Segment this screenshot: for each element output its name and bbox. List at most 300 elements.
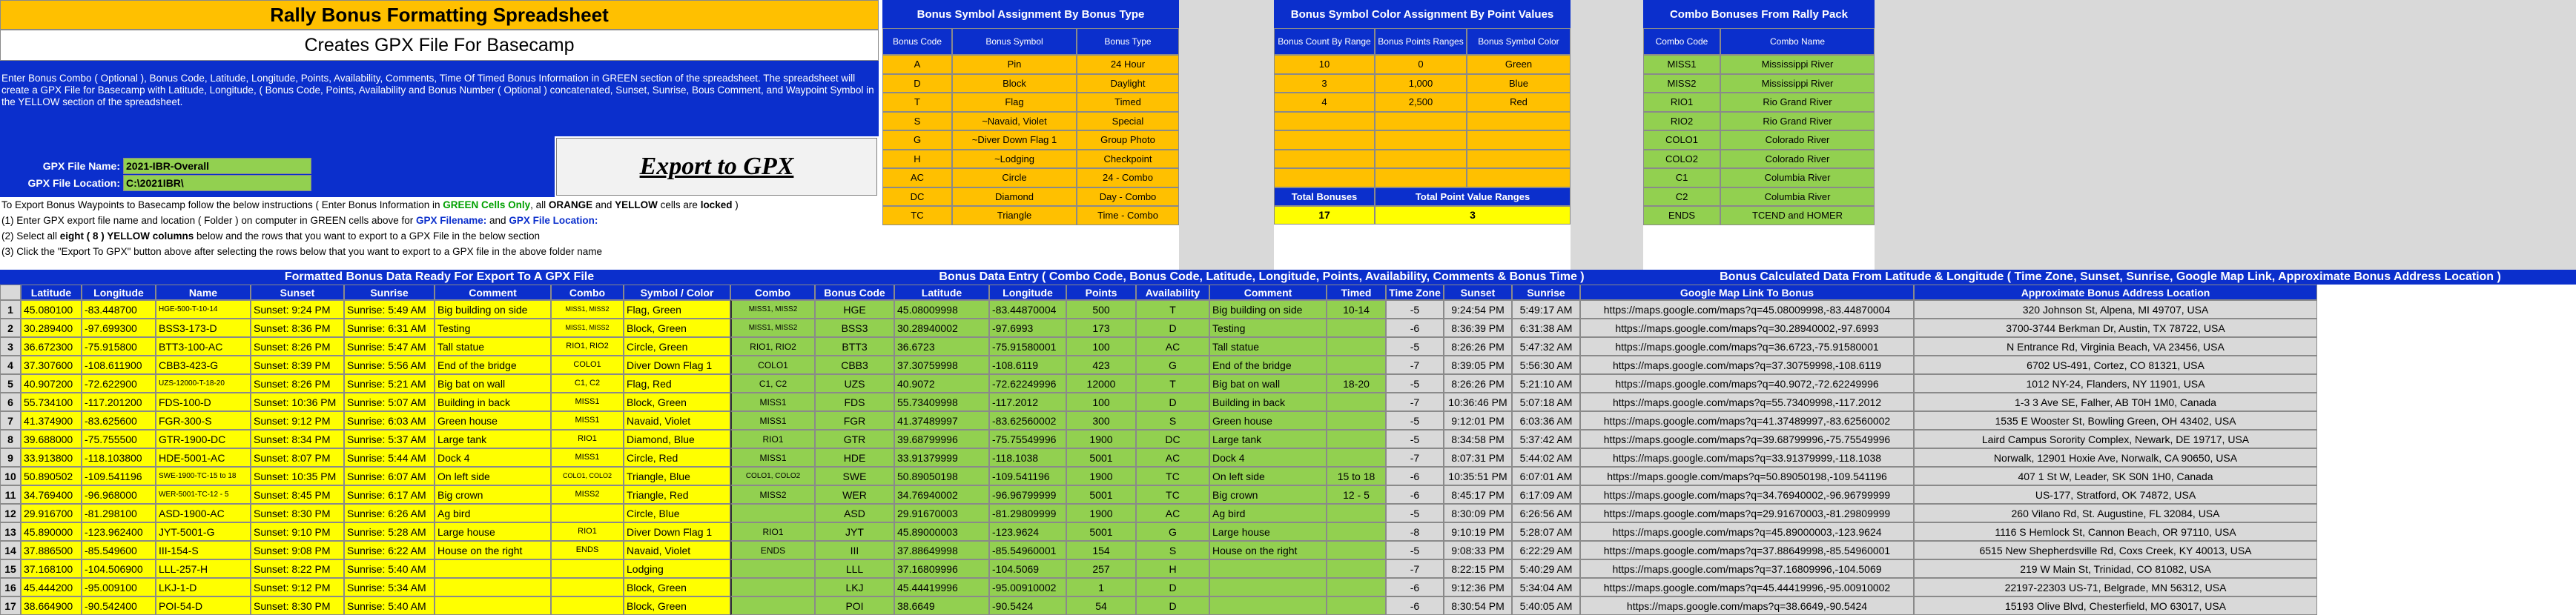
calculated-data-cell[interactable]: -5 <box>1386 374 1444 393</box>
calculated-data-cell[interactable]: -5 <box>1386 541 1444 559</box>
yellow-data-cell[interactable]: COLO1, COLO2 <box>551 467 624 485</box>
green-data-cell[interactable]: 38.6649 <box>894 596 989 615</box>
yellow-data-cell[interactable]: Testing <box>435 319 551 337</box>
calculated-data-cell[interactable]: 8:45:17 PM <box>1444 485 1512 504</box>
green-data-cell[interactable]: -75.75549996 <box>989 430 1066 448</box>
green-data-cell[interactable]: -83.62560002 <box>989 411 1066 430</box>
green-data-cell[interactable]: 37.30759998 <box>894 356 989 374</box>
google-map-link[interactable]: https://maps.google.com/maps?q=45.89000003,-123.9624 <box>1580 522 1914 541</box>
google-map-link[interactable]: https://maps.google.com/maps?q=29.91670003,-81.29809999 <box>1580 504 1914 522</box>
yellow-data-cell[interactable]: Block, Green <box>624 596 730 615</box>
green-data-cell[interactable]: TC <box>1136 485 1209 504</box>
green-data-cell[interactable]: D <box>1136 596 1209 615</box>
google-map-link[interactable]: https://maps.google.com/maps?q=45.44419996,-95.00910002 <box>1580 578 1914 596</box>
green-data-cell[interactable]: MISS1 <box>730 411 815 430</box>
yellow-data-cell[interactable]: Circle, Green <box>624 337 730 356</box>
calculated-data-cell[interactable]: -5 <box>1386 430 1444 448</box>
yellow-data-cell[interactable]: Flag, Red <box>624 374 730 393</box>
yellow-data-cell[interactable]: 55.734100 <box>21 393 82 411</box>
google-map-link[interactable]: https://maps.google.com/maps?q=38.6649,-90.5424 <box>1580 596 1914 615</box>
calculated-data-cell[interactable]: 8:07:31 PM <box>1444 448 1512 467</box>
yellow-data-cell[interactable]: ASD-1900-AC <box>156 504 251 522</box>
yellow-data-cell[interactable] <box>551 578 624 596</box>
yellow-data-cell[interactable]: Sunrise: 5:47 AM <box>344 337 435 356</box>
green-data-cell[interactable]: HGE <box>815 300 894 319</box>
yellow-data-cell[interactable]: -95.009100 <box>82 578 156 596</box>
yellow-data-cell[interactable]: BTT3-100-AC <box>156 337 251 356</box>
google-map-link[interactable]: https://maps.google.com/maps?q=37.88649998,-85.54960001 <box>1580 541 1914 559</box>
green-data-cell[interactable]: -109.541196 <box>989 467 1066 485</box>
yellow-data-cell[interactable]: Sunrise: 6:03 AM <box>344 411 435 430</box>
calculated-data-cell[interactable]: 9:24:54 PM <box>1444 300 1512 319</box>
yellow-data-cell[interactable]: 30.289400 <box>21 319 82 337</box>
yellow-data-cell[interactable]: Diamond, Blue <box>624 430 730 448</box>
yellow-data-cell[interactable]: -104.506900 <box>82 559 156 578</box>
green-data-cell[interactable]: 37.88649998 <box>894 541 989 559</box>
green-data-cell[interactable]: S <box>1136 411 1209 430</box>
yellow-data-cell[interactable]: MISS1, MISS2 <box>551 319 624 337</box>
yellow-data-cell[interactable]: -81.298100 <box>82 504 156 522</box>
green-data-cell[interactable]: 1900 <box>1066 467 1136 485</box>
green-data-cell[interactable]: 12000 <box>1066 374 1136 393</box>
green-data-cell[interactable]: -97.6993 <box>989 319 1066 337</box>
green-data-cell[interactable]: BTT3 <box>815 337 894 356</box>
green-data-cell[interactable] <box>1209 578 1327 596</box>
green-data-cell[interactable]: AC <box>1136 448 1209 467</box>
yellow-data-cell[interactable]: -75.755500 <box>82 430 156 448</box>
yellow-data-cell[interactable]: Sunset: 8:34 PM <box>251 430 344 448</box>
green-data-cell[interactable]: T <box>1136 300 1209 319</box>
yellow-data-cell[interactable]: Big crown <box>435 485 551 504</box>
calculated-data-cell[interactable]: 6:07:01 AM <box>1512 467 1580 485</box>
green-data-cell[interactable]: MISS2 <box>730 485 815 504</box>
yellow-data-cell[interactable]: Sunset: 9:12 PM <box>251 578 344 596</box>
yellow-data-cell[interactable]: Navaid, Violet <box>624 541 730 559</box>
yellow-data-cell[interactable]: Lodging <box>624 559 730 578</box>
yellow-data-cell[interactable]: Sunset: 8:26 PM <box>251 337 344 356</box>
calculated-data-cell[interactable]: 8:30:54 PM <box>1444 596 1512 615</box>
green-data-cell[interactable]: RIO1 <box>730 430 815 448</box>
yellow-data-cell[interactable]: Large tank <box>435 430 551 448</box>
calculated-data-cell[interactable]: 5:07:18 AM <box>1512 393 1580 411</box>
yellow-data-cell[interactable]: Sunset: 8:30 PM <box>251 596 344 615</box>
yellow-data-cell[interactable]: -83.448700 <box>82 300 156 319</box>
green-data-cell[interactable]: MISS1 <box>730 448 815 467</box>
green-data-cell[interactable]: End of the bridge <box>1209 356 1327 374</box>
yellow-data-cell[interactable]: -85.549600 <box>82 541 156 559</box>
green-data-cell[interactable]: TC <box>1136 467 1209 485</box>
calculated-data-cell[interactable]: -6 <box>1386 467 1444 485</box>
green-data-cell[interactable]: 37.16809996 <box>894 559 989 578</box>
calculated-data-cell[interactable]: 320 Johnson St, Alpena, MI 49707, USA <box>1914 300 2317 319</box>
green-data-cell[interactable]: -81.29809999 <box>989 504 1066 522</box>
green-data-cell[interactable]: G <box>1136 356 1209 374</box>
calculated-data-cell[interactable]: 6:31:38 AM <box>1512 319 1580 337</box>
google-map-link[interactable]: https://maps.google.com/maps?q=33.91379999,-118.1038 <box>1580 448 1914 467</box>
green-data-cell[interactable]: WER <box>815 485 894 504</box>
calculated-data-cell[interactable]: 9:12:01 PM <box>1444 411 1512 430</box>
yellow-data-cell[interactable]: UZS-12000-T-18-20 <box>156 374 251 393</box>
green-data-cell[interactable]: FDS <box>815 393 894 411</box>
calculated-data-cell[interactable]: 10:36:46 PM <box>1444 393 1512 411</box>
google-map-link[interactable]: https://maps.google.com/maps?q=50.89050198,-109.541196 <box>1580 467 1914 485</box>
calculated-data-cell[interactable]: 10:35:51 PM <box>1444 467 1512 485</box>
calculated-data-cell[interactable]: 8:22:15 PM <box>1444 559 1512 578</box>
green-data-cell[interactable] <box>1327 541 1386 559</box>
green-data-cell[interactable]: MISS1, MISS2 <box>730 319 815 337</box>
yellow-data-cell[interactable]: Sunset: 8:07 PM <box>251 448 344 467</box>
yellow-data-cell[interactable]: Building in back <box>435 393 551 411</box>
yellow-data-cell[interactable]: Sunset: 10:35 PM <box>251 467 344 485</box>
green-data-cell[interactable]: 100 <box>1066 393 1136 411</box>
green-data-cell[interactable] <box>1327 448 1386 467</box>
green-data-cell[interactable]: MISS1, MISS2 <box>730 300 815 319</box>
green-data-cell[interactable]: House on the right <box>1209 541 1327 559</box>
yellow-data-cell[interactable]: 29.916700 <box>21 504 82 522</box>
calculated-data-cell[interactable]: 3700-3744 Berkman Dr, Austin, TX 78722, USA <box>1914 319 2317 337</box>
google-map-link[interactable]: https://maps.google.com/maps?q=40.9072,-72.62249996 <box>1580 374 1914 393</box>
green-data-cell[interactable]: -108.6119 <box>989 356 1066 374</box>
calculated-data-cell[interactable]: 407 1 St W, Leader, SK S0N 1H0, Canada <box>1914 467 2317 485</box>
green-data-cell[interactable]: 18-20 <box>1327 374 1386 393</box>
green-data-cell[interactable]: -75.91580001 <box>989 337 1066 356</box>
green-data-cell[interactable]: -90.5424 <box>989 596 1066 615</box>
calculated-data-cell[interactable]: -5 <box>1386 337 1444 356</box>
green-data-cell[interactable]: D <box>1136 578 1209 596</box>
green-data-cell[interactable] <box>1327 356 1386 374</box>
calculated-data-cell[interactable]: 5:47:32 AM <box>1512 337 1580 356</box>
yellow-data-cell[interactable]: Sunrise: 5:34 AM <box>344 578 435 596</box>
yellow-data-cell[interactable]: 45.080100 <box>21 300 82 319</box>
calculated-data-cell[interactable]: 5:49:17 AM <box>1512 300 1580 319</box>
yellow-data-cell[interactable]: Green house <box>435 411 551 430</box>
green-data-cell[interactable]: -83.44870004 <box>989 300 1066 319</box>
yellow-data-cell[interactable]: Sunrise: 6:07 AM <box>344 467 435 485</box>
yellow-data-cell[interactable]: Ag bird <box>435 504 551 522</box>
green-data-cell[interactable]: D <box>1136 393 1209 411</box>
green-data-cell[interactable] <box>1327 393 1386 411</box>
yellow-data-cell[interactable]: -96.968000 <box>82 485 156 504</box>
calculated-data-cell[interactable]: 6702 US-491, Cortez, CO 81321, USA <box>1914 356 2317 374</box>
green-data-cell[interactable]: 54 <box>1066 596 1136 615</box>
green-data-cell[interactable]: MISS1 <box>730 393 815 411</box>
calculated-data-cell[interactable]: -7 <box>1386 448 1444 467</box>
yellow-data-cell[interactable]: Sunrise: 5:40 AM <box>344 596 435 615</box>
green-data-cell[interactable]: 5001 <box>1066 485 1136 504</box>
yellow-data-cell[interactable]: -109.541196 <box>82 467 156 485</box>
yellow-data-cell[interactable]: Large house <box>435 522 551 541</box>
green-data-cell[interactable]: Large house <box>1209 522 1327 541</box>
calculated-data-cell[interactable]: -6 <box>1386 578 1444 596</box>
green-data-cell[interactable]: Big building on side <box>1209 300 1327 319</box>
green-data-cell[interactable]: -117.2012 <box>989 393 1066 411</box>
yellow-data-cell[interactable]: Block, Green <box>624 319 730 337</box>
yellow-data-cell[interactable]: -108.611900 <box>82 356 156 374</box>
calculated-data-cell[interactable]: 8:34:58 PM <box>1444 430 1512 448</box>
yellow-data-cell[interactable]: Big bat on wall <box>435 374 551 393</box>
green-data-cell[interactable]: 5001 <box>1066 522 1136 541</box>
green-data-cell[interactable]: Building in back <box>1209 393 1327 411</box>
yellow-data-cell[interactable]: Tall statue <box>435 337 551 356</box>
green-data-cell[interactable] <box>730 559 815 578</box>
green-data-cell[interactable]: 50.89050198 <box>894 467 989 485</box>
yellow-data-cell[interactable]: -117.201200 <box>82 393 156 411</box>
green-data-cell[interactable]: H <box>1136 559 1209 578</box>
yellow-data-cell[interactable]: 37.886500 <box>21 541 82 559</box>
green-data-cell[interactable]: 45.89000003 <box>894 522 989 541</box>
green-data-cell[interactable] <box>1209 559 1327 578</box>
yellow-data-cell[interactable]: Block, Green <box>624 578 730 596</box>
green-data-cell[interactable]: AC <box>1136 504 1209 522</box>
yellow-data-cell[interactable]: Big building on side <box>435 300 551 319</box>
yellow-data-cell[interactable]: Sunset: 8:30 PM <box>251 504 344 522</box>
green-data-cell[interactable]: 40.9072 <box>894 374 989 393</box>
calculated-data-cell[interactable]: 1535 E Wooster St, Bowling Green, OH 43402, USA <box>1914 411 2317 430</box>
green-data-cell[interactable] <box>1327 578 1386 596</box>
green-data-cell[interactable]: Tall statue <box>1209 337 1327 356</box>
yellow-data-cell[interactable]: Sunset: 9:10 PM <box>251 522 344 541</box>
yellow-data-cell[interactable]: GTR-1900-DC <box>156 430 251 448</box>
green-data-cell[interactable]: DC <box>1136 430 1209 448</box>
yellow-data-cell[interactable]: -90.542400 <box>82 596 156 615</box>
yellow-data-cell[interactable]: Sunset: 8:45 PM <box>251 485 344 504</box>
calculated-data-cell[interactable]: N Entrance Rd, Virginia Beach, VA 23456, USA <box>1914 337 2317 356</box>
green-data-cell[interactable]: 45.08009998 <box>894 300 989 319</box>
calculated-data-cell[interactable]: 5:34:04 AM <box>1512 578 1580 596</box>
google-map-link[interactable]: https://maps.google.com/maps?q=39.68799996,-75.75549996 <box>1580 430 1914 448</box>
calculated-data-cell[interactable]: 6:26:56 AM <box>1512 504 1580 522</box>
green-data-cell[interactable]: ENDS <box>730 541 815 559</box>
google-map-link[interactable]: https://maps.google.com/maps?q=30.28940002,-97.6993 <box>1580 319 1914 337</box>
green-data-cell[interactable]: POI <box>815 596 894 615</box>
green-data-cell[interactable]: 39.68799996 <box>894 430 989 448</box>
calculated-data-cell[interactable]: -5 <box>1386 300 1444 319</box>
yellow-data-cell[interactable]: HGE-500-T-10-14 <box>156 300 251 319</box>
yellow-data-cell[interactable]: JYT-5001-G <box>156 522 251 541</box>
green-data-cell[interactable]: RIO1 <box>730 522 815 541</box>
green-data-cell[interactable]: Green house <box>1209 411 1327 430</box>
green-data-cell[interactable]: Ag bird <box>1209 504 1327 522</box>
yellow-data-cell[interactable]: RIO1, RIO2 <box>551 337 624 356</box>
green-data-cell[interactable]: Dock 4 <box>1209 448 1327 467</box>
yellow-data-cell[interactable]: III-154-S <box>156 541 251 559</box>
yellow-data-cell[interactable]: MISS1 <box>551 393 624 411</box>
calculated-data-cell[interactable]: -6 <box>1386 319 1444 337</box>
google-map-link[interactable]: https://maps.google.com/maps?q=34.76940002,-96.96799999 <box>1580 485 1914 504</box>
yellow-data-cell[interactable]: Sunset: 10:36 PM <box>251 393 344 411</box>
yellow-data-cell[interactable]: Sunset: 9:12 PM <box>251 411 344 430</box>
green-data-cell[interactable] <box>1327 504 1386 522</box>
yellow-data-cell[interactable]: -83.625600 <box>82 411 156 430</box>
green-data-cell[interactable]: T <box>1136 374 1209 393</box>
green-data-cell[interactable]: -95.00910002 <box>989 578 1066 596</box>
green-data-cell[interactable] <box>1327 337 1386 356</box>
calculated-data-cell[interactable]: -8 <box>1386 522 1444 541</box>
yellow-data-cell[interactable]: 33.913800 <box>21 448 82 467</box>
calculated-data-cell[interactable]: -6 <box>1386 596 1444 615</box>
green-data-cell[interactable]: 33.91379999 <box>894 448 989 467</box>
yellow-data-cell[interactable]: WER-5001-TC-12 - 5 <box>156 485 251 504</box>
yellow-data-cell[interactable]: Block, Green <box>624 393 730 411</box>
yellow-data-cell[interactable]: 37.168100 <box>21 559 82 578</box>
calculated-data-cell[interactable]: 1-3 3 Ave SE, Falher, AB T0H 1M0, Canada <box>1914 393 2317 411</box>
yellow-data-cell[interactable]: Sunrise: 6:26 AM <box>344 504 435 522</box>
yellow-data-cell[interactable]: Sunrise: 6:22 AM <box>344 541 435 559</box>
calculated-data-cell[interactable]: 1116 S Hemlock St, Cannon Beach, OR 97110, USA <box>1914 522 2317 541</box>
yellow-data-cell[interactable]: End of the bridge <box>435 356 551 374</box>
yellow-data-cell[interactable]: COLO1 <box>551 356 624 374</box>
yellow-data-cell[interactable]: Diver Down Flag 1 <box>624 356 730 374</box>
green-data-cell[interactable]: 500 <box>1066 300 1136 319</box>
green-data-cell[interactable]: 154 <box>1066 541 1136 559</box>
green-data-cell[interactable]: 1 <box>1066 578 1136 596</box>
calculated-data-cell[interactable]: -7 <box>1386 393 1444 411</box>
yellow-data-cell[interactable]: MISS1 <box>551 448 624 467</box>
calculated-data-cell[interactable]: 6:03:36 AM <box>1512 411 1580 430</box>
green-data-cell[interactable]: Big crown <box>1209 485 1327 504</box>
yellow-data-cell[interactable]: MISS1 <box>551 411 624 430</box>
google-map-link[interactable]: https://maps.google.com/maps?q=36.6723,-75.91580001 <box>1580 337 1914 356</box>
yellow-data-cell[interactable]: -72.622900 <box>82 374 156 393</box>
green-data-cell[interactable]: COLO1, COLO2 <box>730 467 815 485</box>
yellow-data-cell[interactable]: Sunrise: 6:17 AM <box>344 485 435 504</box>
green-data-cell[interactable]: -85.54960001 <box>989 541 1066 559</box>
green-data-cell[interactable]: G <box>1136 522 1209 541</box>
green-data-cell[interactable]: FGR <box>815 411 894 430</box>
calculated-data-cell[interactable]: Laird Campus Sorority Complex, Newark, DE 19717, USA <box>1914 430 2317 448</box>
yellow-data-cell[interactable]: Flag, Green <box>624 300 730 319</box>
green-data-cell[interactable]: S <box>1136 541 1209 559</box>
yellow-data-cell[interactable]: Sunset: 9:24 PM <box>251 300 344 319</box>
yellow-data-cell[interactable]: Sunrise: 5:49 AM <box>344 300 435 319</box>
yellow-data-cell[interactable]: Sunrise: 6:31 AM <box>344 319 435 337</box>
green-data-cell[interactable]: -104.5069 <box>989 559 1066 578</box>
calculated-data-cell[interactable]: -6 <box>1386 485 1444 504</box>
yellow-data-cell[interactable]: CBB3-423-G <box>156 356 251 374</box>
yellow-data-cell[interactable]: Dock 4 <box>435 448 551 467</box>
calculated-data-cell[interactable]: -5 <box>1386 411 1444 430</box>
yellow-data-cell[interactable]: Sunset: 8:39 PM <box>251 356 344 374</box>
yellow-data-cell[interactable]: Sunrise: 5:37 AM <box>344 430 435 448</box>
yellow-data-cell[interactable]: MISS1, MISS2 <box>551 300 624 319</box>
yellow-data-cell[interactable]: House on the right <box>435 541 551 559</box>
green-data-cell[interactable]: Large tank <box>1209 430 1327 448</box>
yellow-data-cell[interactable]: BSS3-173-D <box>156 319 251 337</box>
calculated-data-cell[interactable]: -5 <box>1386 504 1444 522</box>
green-data-cell[interactable]: -72.62249996 <box>989 374 1066 393</box>
calculated-data-cell[interactable]: 5:56:30 AM <box>1512 356 1580 374</box>
green-data-cell[interactable] <box>1327 559 1386 578</box>
calculated-data-cell[interactable]: 5:21:10 AM <box>1512 374 1580 393</box>
calculated-data-cell[interactable]: 15193 Olive Blvd, Chesterfield, MO 63017, USA <box>1914 596 2317 615</box>
green-data-cell[interactable]: 29.91670003 <box>894 504 989 522</box>
yellow-data-cell[interactable]: 37.307600 <box>21 356 82 374</box>
calculated-data-cell[interactable]: -7 <box>1386 356 1444 374</box>
calculated-data-cell[interactable]: 5:40:05 AM <box>1512 596 1580 615</box>
gpx-file-location-field[interactable]: C:\2021IBR\ <box>123 175 311 191</box>
green-data-cell[interactable]: 257 <box>1066 559 1136 578</box>
green-data-cell[interactable]: 12 - 5 <box>1327 485 1386 504</box>
yellow-data-cell[interactable]: LLL-257-H <box>156 559 251 578</box>
green-data-cell[interactable]: 15 to 18 <box>1327 467 1386 485</box>
green-data-cell[interactable]: AC <box>1136 337 1209 356</box>
yellow-data-cell[interactable]: Sunrise: 5:44 AM <box>344 448 435 467</box>
green-data-cell[interactable]: 45.44419996 <box>894 578 989 596</box>
yellow-data-cell[interactable]: Sunrise: 5:21 AM <box>344 374 435 393</box>
yellow-data-cell[interactable]: Sunrise: 5:28 AM <box>344 522 435 541</box>
google-map-link[interactable]: https://maps.google.com/maps?q=37.30759998,-108.6119 <box>1580 356 1914 374</box>
green-data-cell[interactable]: LLL <box>815 559 894 578</box>
green-data-cell[interactable]: C1, C2 <box>730 374 815 393</box>
yellow-data-cell[interactable]: Navaid, Violet <box>624 411 730 430</box>
green-data-cell[interactable]: Big bat on wall <box>1209 374 1327 393</box>
yellow-data-cell[interactable]: -75.915800 <box>82 337 156 356</box>
green-data-cell[interactable]: 423 <box>1066 356 1136 374</box>
green-data-cell[interactable] <box>730 578 815 596</box>
green-data-cell[interactable]: RIO1, RIO2 <box>730 337 815 356</box>
green-data-cell[interactable]: 173 <box>1066 319 1136 337</box>
yellow-data-cell[interactable]: 36.672300 <box>21 337 82 356</box>
gpx-file-name-field[interactable]: 2021-IBR-Overall <box>123 158 311 174</box>
google-map-link[interactable]: https://maps.google.com/maps?q=55.73409998,-117.2012 <box>1580 393 1914 411</box>
calculated-data-cell[interactable]: 1012 NY-24, Flanders, NY 11901, USA <box>1914 374 2317 393</box>
green-data-cell[interactable]: 1900 <box>1066 430 1136 448</box>
yellow-data-cell[interactable]: Circle, Red <box>624 448 730 467</box>
green-data-cell[interactable]: On left side <box>1209 467 1327 485</box>
yellow-data-cell[interactable]: -97.699300 <box>82 319 156 337</box>
yellow-data-cell[interactable]: 39.688000 <box>21 430 82 448</box>
green-data-cell[interactable]: 300 <box>1066 411 1136 430</box>
green-data-cell[interactable] <box>1327 319 1386 337</box>
google-map-link[interactable]: https://maps.google.com/maps?q=45.08009998,-83.44870004 <box>1580 300 1914 319</box>
green-data-cell[interactable]: GTR <box>815 430 894 448</box>
green-data-cell[interactable]: 30.28940002 <box>894 319 989 337</box>
green-data-cell[interactable]: 100 <box>1066 337 1136 356</box>
yellow-data-cell[interactable]: Sunrise: 5:56 AM <box>344 356 435 374</box>
calculated-data-cell[interactable]: 219 W Main St, Trinidad, CO 81082, USA <box>1914 559 2317 578</box>
yellow-data-cell[interactable]: Sunrise: 5:40 AM <box>344 559 435 578</box>
green-data-cell[interactable]: ASD <box>815 504 894 522</box>
yellow-data-cell[interactable]: Sunset: 8:26 PM <box>251 374 344 393</box>
yellow-data-cell[interactable]: Sunset: 8:36 PM <box>251 319 344 337</box>
green-data-cell[interactable]: 1900 <box>1066 504 1136 522</box>
yellow-data-cell[interactable]: C1, C2 <box>551 374 624 393</box>
yellow-data-cell[interactable]: HDE-5001-AC <box>156 448 251 467</box>
calculated-data-cell[interactable]: 6:17:09 AM <box>1512 485 1580 504</box>
calculated-data-cell[interactable]: 9:08:33 PM <box>1444 541 1512 559</box>
google-map-link[interactable]: https://maps.google.com/maps?q=37.16809996,-104.5069 <box>1580 559 1914 578</box>
green-data-cell[interactable]: -118.1038 <box>989 448 1066 467</box>
green-data-cell[interactable] <box>1327 411 1386 430</box>
yellow-data-cell[interactable] <box>551 559 624 578</box>
green-data-cell[interactable] <box>1327 430 1386 448</box>
green-data-cell[interactable]: 5001 <box>1066 448 1136 467</box>
green-data-cell[interactable]: CBB3 <box>815 356 894 374</box>
calculated-data-cell[interactable]: 8:26:26 PM <box>1444 374 1512 393</box>
yellow-data-cell[interactable]: Triangle, Red <box>624 485 730 504</box>
calculated-data-cell[interactable]: 22197-22303 US-71, Belgrade, MN 56312, USA <box>1914 578 2317 596</box>
yellow-data-cell[interactable]: Sunset: 8:22 PM <box>251 559 344 578</box>
yellow-data-cell[interactable]: RIO1 <box>551 430 624 448</box>
yellow-data-cell[interactable]: Circle, Blue <box>624 504 730 522</box>
calculated-data-cell[interactable]: 6515 New Shepherdsville Rd, Coxs Creek, KY 40013, USA <box>1914 541 2317 559</box>
yellow-data-cell[interactable]: POI-54-D <box>156 596 251 615</box>
yellow-data-cell[interactable]: 40.907200 <box>21 374 82 393</box>
google-map-link[interactable]: https://maps.google.com/maps?q=41.37489997,-83.62560002 <box>1580 411 1914 430</box>
calculated-data-cell[interactable]: Norwalk, 12901 Hoxie Ave, Norwalk, CA 90650, USA <box>1914 448 2317 467</box>
green-data-cell[interactable]: JYT <box>815 522 894 541</box>
green-data-cell[interactable]: D <box>1136 319 1209 337</box>
